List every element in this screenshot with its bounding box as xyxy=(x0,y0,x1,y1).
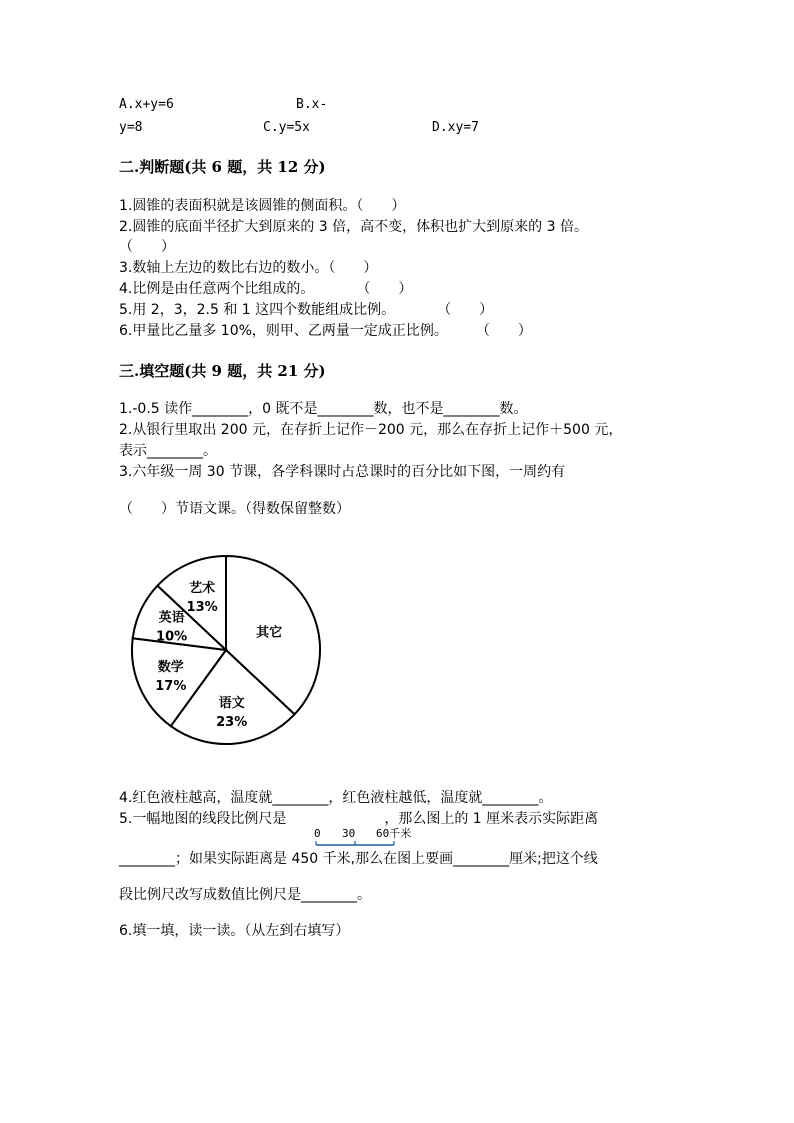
pie-slice-value: 17% xyxy=(155,678,187,694)
choice-a: A.x+y=6 xyxy=(119,97,174,112)
s3-question-3-line2: （ ）节语文课。（得数保留整数） xyxy=(119,501,350,517)
s3-question-1: 1.-0.5 读作________，0 既不是________数，也不是________数。 xyxy=(119,401,528,417)
section3-title: 三.填空题(共 9 题，共 21 分) xyxy=(119,362,326,380)
s3-question-2-line2: 表示________。 xyxy=(119,443,217,459)
s2-question-5: 5.用 2，3，2.5 和 1 这四个数能组成比例。 （ ） xyxy=(119,302,494,318)
s3-question-2-line1: 2.从银行里取出 200 元，在存折上记作－200 元，那么在存折上记作＋500 元， xyxy=(119,422,623,438)
scale-label-30: 30 xyxy=(342,827,356,840)
pie-slice-label: 英语 xyxy=(158,610,185,626)
s2-question-3: 3.数轴上左边的数比右边的数小。（ ） xyxy=(119,260,378,276)
pie-slice-label: 其它 xyxy=(256,625,283,641)
pie-slice-value: 10% xyxy=(156,629,188,645)
subject-pie-chart xyxy=(130,554,326,750)
pie-slice-value: 23% xyxy=(216,714,248,730)
s2-question-1: 1.圆锥的表面积就是该圆锥的侧面积。（ ） xyxy=(119,198,406,214)
s3-question-5-line2: ________；如果实际距离是 450 千米,那么在图上要画________厘米;把这个线 xyxy=(119,851,598,867)
scale-label-60: 60千米 xyxy=(376,827,412,840)
scale-label-0: 0 xyxy=(314,827,321,840)
s2-question-2: 2.圆锥的底面半径扩大到原来的 3 倍，高不变，体积也扩大到原来的 3 倍。 xyxy=(119,219,588,235)
s3-question-5-line3: 段比例尺改写成数值比例尺是________。 xyxy=(119,887,371,903)
pie-slice-label: 数学 xyxy=(157,659,184,675)
s2-question-6: 6.甲量比乙量多 10%，则甲、乙两量一定成正比例。 （ ） xyxy=(119,323,532,339)
s2-question-4: 4.比例是由任意两个比组成的。 （ ） xyxy=(119,281,413,297)
choice-d: D.xy=7 xyxy=(432,120,479,135)
section2-title: 二.判断题(共 6 题，共 12 分) xyxy=(119,158,326,176)
choice-b-part1: B.x- xyxy=(296,97,328,112)
line-scale-bar xyxy=(312,826,422,852)
choice-b-part2: y=8 xyxy=(119,120,143,135)
pie-slice-label: 语文 xyxy=(218,695,245,711)
s2-question-2-paren: （ ） xyxy=(119,239,175,255)
s3-question-3-line1: 3.六年级一周 30 节课，各学科课时占总课时的百分比如下图，一周约有 xyxy=(119,464,566,480)
s3-question-5-line1: 5.一幅地图的线段比例尺是 ，那么图上的 1 厘米表示实际距离 xyxy=(119,811,599,827)
s3-question-4: 4.红色液柱越高，温度就________，红色液柱越低，温度就________。 xyxy=(119,790,553,806)
choice-c: C.y=5x xyxy=(263,120,310,135)
pie-slice-label: 艺术 xyxy=(189,580,216,596)
s3-question-6: 6.填一填，读一读。（从左到右填写） xyxy=(119,923,350,939)
pie-slice-value: 13% xyxy=(186,599,218,615)
